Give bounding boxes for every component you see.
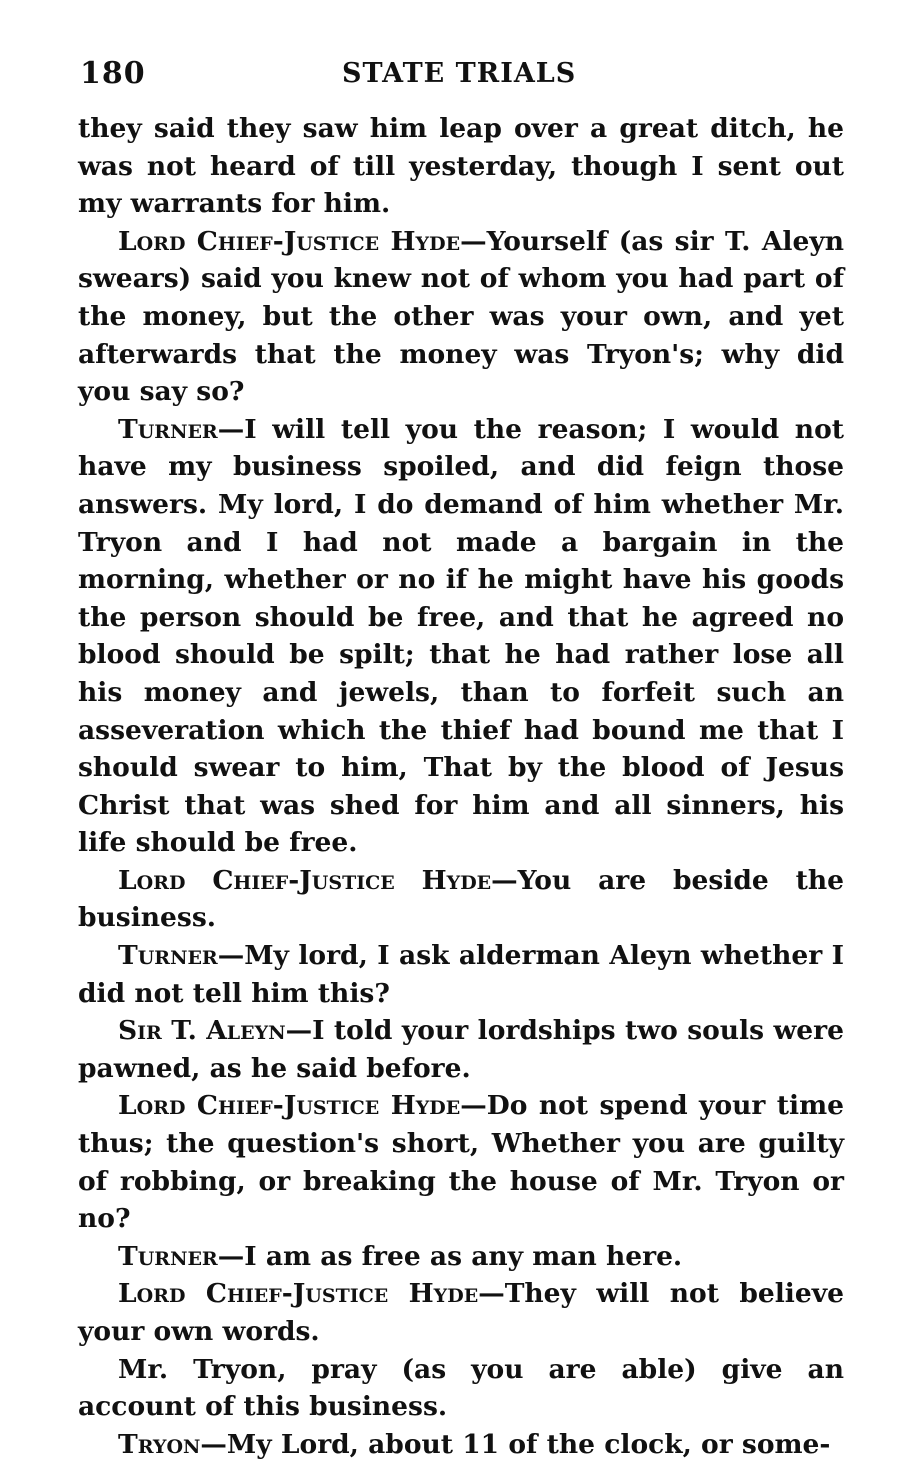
speaker-name: Lord Chief-Justice Hyde xyxy=(118,864,492,896)
speaker-name: Turner xyxy=(118,940,218,972)
paragraph-hyde-2 xyxy=(78,862,844,937)
paragraph-text: —They will not believe your own words. xyxy=(78,1278,844,1347)
paragraph-text: they said they saw him leap over a great ditch, he was not heard of till yesterday, though I sent out my warrants for him. xyxy=(78,113,844,220)
paragraph-text: Mr. Tryon, pray (as you are able) give an account of this business. xyxy=(78,1353,844,1423)
paragraph-hyde-1 xyxy=(78,223,844,411)
speaker-name: Turner xyxy=(118,1240,218,1272)
page-number: 180 xyxy=(80,56,146,91)
page-header xyxy=(78,56,844,100)
paragraph-hyde-5 xyxy=(78,1351,844,1426)
speaker-name: Sir T. Aleyn xyxy=(118,1015,286,1047)
speaker-name: Tryon xyxy=(118,1428,201,1460)
paragraph-text: —My Lord, about 11 of the clock, or some- xyxy=(200,1428,831,1460)
paragraph-text: —I am as free as any man here. xyxy=(217,1240,683,1272)
paragraph-hyde-3 xyxy=(78,1087,844,1237)
paragraph-tryon xyxy=(78,1426,844,1464)
paragraph-text: —You are beside the business. xyxy=(78,864,845,934)
paragraph-text: —My lord, I ask alderman Aleyn whether I did not tell him this? xyxy=(78,940,844,1009)
running-title: STATE TRIALS xyxy=(342,58,577,89)
paragraph-continuation xyxy=(78,110,844,223)
speaker-name: Turner xyxy=(118,413,218,445)
paragraph-turner-3 xyxy=(78,1238,844,1276)
paragraph-turner-2 xyxy=(78,937,844,1012)
paragraph-text: —Yourself (as sir T. Aleyn swears) said you knew not of whom you had part of the money, but the other was your own, and yet afterwards that the money was Tryon's; why did you say so? xyxy=(78,225,844,408)
speaker-name: Lord Chief-Justice Hyde xyxy=(118,1090,461,1122)
book-page xyxy=(78,56,844,1463)
paragraph-text: —I will tell you the reason; I would not have my business spoiled, and did feign those answers. My lord, I do demand of him whether Mr. Tryon and I had not made a bargain in the morning, whether or no if he might have his goods the person should be free, and that he agreed no blood should be spilt; that he had rather lose all his money and jewels, than to forfeit such an asseveration which the thief had bound me that I should swear to him, That by the blood of Jesus Christ that was shed for him and all sinners, his life should be free. xyxy=(78,413,844,859)
paragraph-turner-1 xyxy=(78,411,844,862)
paragraph-text: —I told your lordships two souls were pawned, as he said before. xyxy=(78,1015,844,1084)
speaker-name: Lord Chief-Justice Hyde xyxy=(118,225,461,257)
paragraph-hyde-4 xyxy=(78,1275,844,1350)
paragraph-text: —Do not spend your time thus; the question's short, Whether you are guilty of robbing, or breaking the house of Mr. Tryon or no? xyxy=(78,1090,844,1235)
speaker-name: Lord Chief-Justice Hyde xyxy=(118,1278,479,1310)
paragraph-aleyn xyxy=(78,1012,844,1087)
